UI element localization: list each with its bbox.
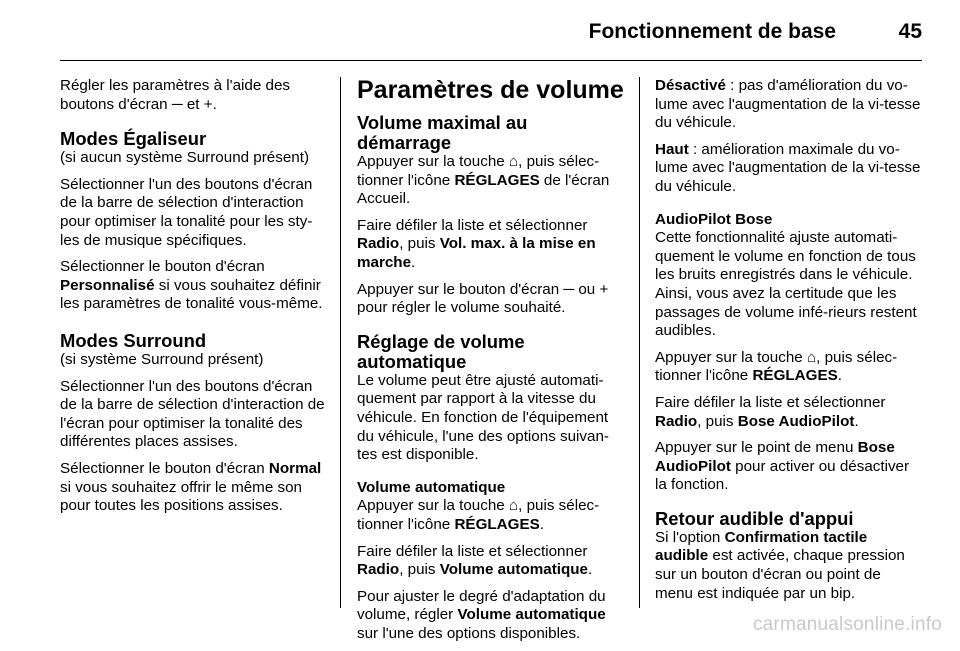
custom-option: Personnalisé xyxy=(60,276,155,294)
bose-paragraph-4: Appuyer sur le point de menu Bose AudioPilot pour activer ou désactiver la fonction. xyxy=(655,439,910,494)
volume-automatique-paragraph-1: Appuyer sur la touche ⌂, puis sélec‐tionner l'icône RÉGLAGES. xyxy=(357,497,600,533)
watermark: carmanualsonline.info xyxy=(752,614,942,635)
option-off-paragraph: Désactivé : pas d'amélioration du vo‐lume avec l'augmentation de la vi‐tesse du véhicule. xyxy=(655,77,921,132)
page-number: 45 xyxy=(898,20,922,43)
audible-feedback-paragraph: Si l'option Confirmation tactile audible est activée, chaque pression sur un bouton d'écran ou point de menu est indiquée par un bip. xyxy=(655,528,905,602)
auto-volume-heading: Réglage de volume automatique xyxy=(357,330,525,372)
audible-feedback-heading: Retour audible d'appui xyxy=(655,507,854,529)
equalizer-heading: Modes Égaliseur xyxy=(60,128,207,150)
equalizer-paragraph-1: Sélectionner l'un des boutons d'écran de la barre de sélection d'interaction pour optimiser la tonalité pour les sty‐les de musique spécifiques. xyxy=(60,175,313,249)
max-volume-heading: Volume maximal au démarrage xyxy=(357,112,528,153)
header-divider xyxy=(60,60,922,61)
bose-audiopilot-heading: AudioPilot Bose xyxy=(655,210,773,228)
chapter-title: Fonctionnement de base xyxy=(588,20,836,43)
option-high-paragraph: Haut : amélioration maximale du vo‐lume avec l'augmentation de la vi‐tesse du véhicule. xyxy=(655,140,921,195)
column-1 xyxy=(60,77,326,524)
bose-paragraph-2: Appuyer sur la touche ⌂, puis sélec‐tionner l'icône RÉGLAGES. xyxy=(655,348,898,385)
volume-automatique-heading: Volume automatique xyxy=(357,478,506,496)
column-divider-2 xyxy=(639,77,640,608)
home-icon: ⌂ xyxy=(508,497,519,515)
page-header xyxy=(60,18,922,48)
volume-automatique-paragraph-2: Faire défiler la liste et sélectionner Radio, puis Volume automatique. xyxy=(357,542,593,579)
minus-icon: ─ xyxy=(171,95,183,113)
bose-paragraph-3: Faire défiler la liste et sélectionner Radio, puis Bose AudioPilot. xyxy=(655,393,886,430)
home-icon: ⌂ xyxy=(508,153,519,170)
plus-icon: + xyxy=(599,280,609,298)
intro-paragraph: Régler les paramètres à l'aide des boutons d'écran ─ et +. xyxy=(60,77,290,113)
section-title: Paramètres de volume xyxy=(357,76,624,104)
equalizer-note: (si aucun système Surround présent) xyxy=(60,149,310,167)
bose-paragraph-1: Cette fonctionnalité ajuste automati‐quement le volume en fonction de tous les bruits enregistrés dans le véhicule. Ainsi, vous avez la certitude que les passages de volume infé‐rieurs restent audibles. xyxy=(655,229,917,340)
equalizer-paragraph-2: Sélectionner le bouton d'écran Personnalisé si vous souhaitez définir les paramètres de tonalité vous-même. xyxy=(60,258,323,313)
home-icon: ⌂ xyxy=(806,348,817,366)
surround-paragraph-1: Sélectionner l'un des boutons d'écran de la barre de sélection d'interaction de l'écran pour optimiser la tonalité des différentes places assises. xyxy=(60,377,325,451)
minus-icon: ─ xyxy=(563,280,575,298)
surround-heading: Modes Surround xyxy=(60,329,207,351)
surround-note: (si système Surround présent) xyxy=(60,350,264,368)
surround-paragraph-2: Sélectionner le bouton d'écran Normal si vous souhaitez offrir le même son pour toutes les positions assises. xyxy=(60,459,322,515)
column-divider-1 xyxy=(340,77,341,608)
normal-option: Normal xyxy=(268,459,322,477)
auto-volume-paragraph: Le volume peut être ajusté automati‐quement par rapport à la vitesse du véhicule. En fonction de l'équipement du véhicule, l'une des options suivan‐tes est disponible. xyxy=(357,371,609,464)
volume-automatique-paragraph-3: Pour ajuster le degré d'adaptation du volume, régler Volume automatique sur l'une des options disponibles. xyxy=(357,587,606,642)
max-volume-paragraph-2: Faire défiler la liste et sélectionner Radio, puis Vol. max. à la mise en marche. xyxy=(357,216,596,271)
plus-icon: + xyxy=(203,95,213,113)
max-volume-paragraph-1: Appuyer sur la touche ⌂, puis sélec‐tionner l'icône RÉGLAGES de l'écran Accueil. xyxy=(357,153,610,208)
column-3 xyxy=(655,77,923,611)
column-2 xyxy=(357,77,625,651)
max-volume-paragraph-3: Appuyer sur le bouton d'écran ─ ou + pour régler le volume souhaité. xyxy=(357,280,609,317)
